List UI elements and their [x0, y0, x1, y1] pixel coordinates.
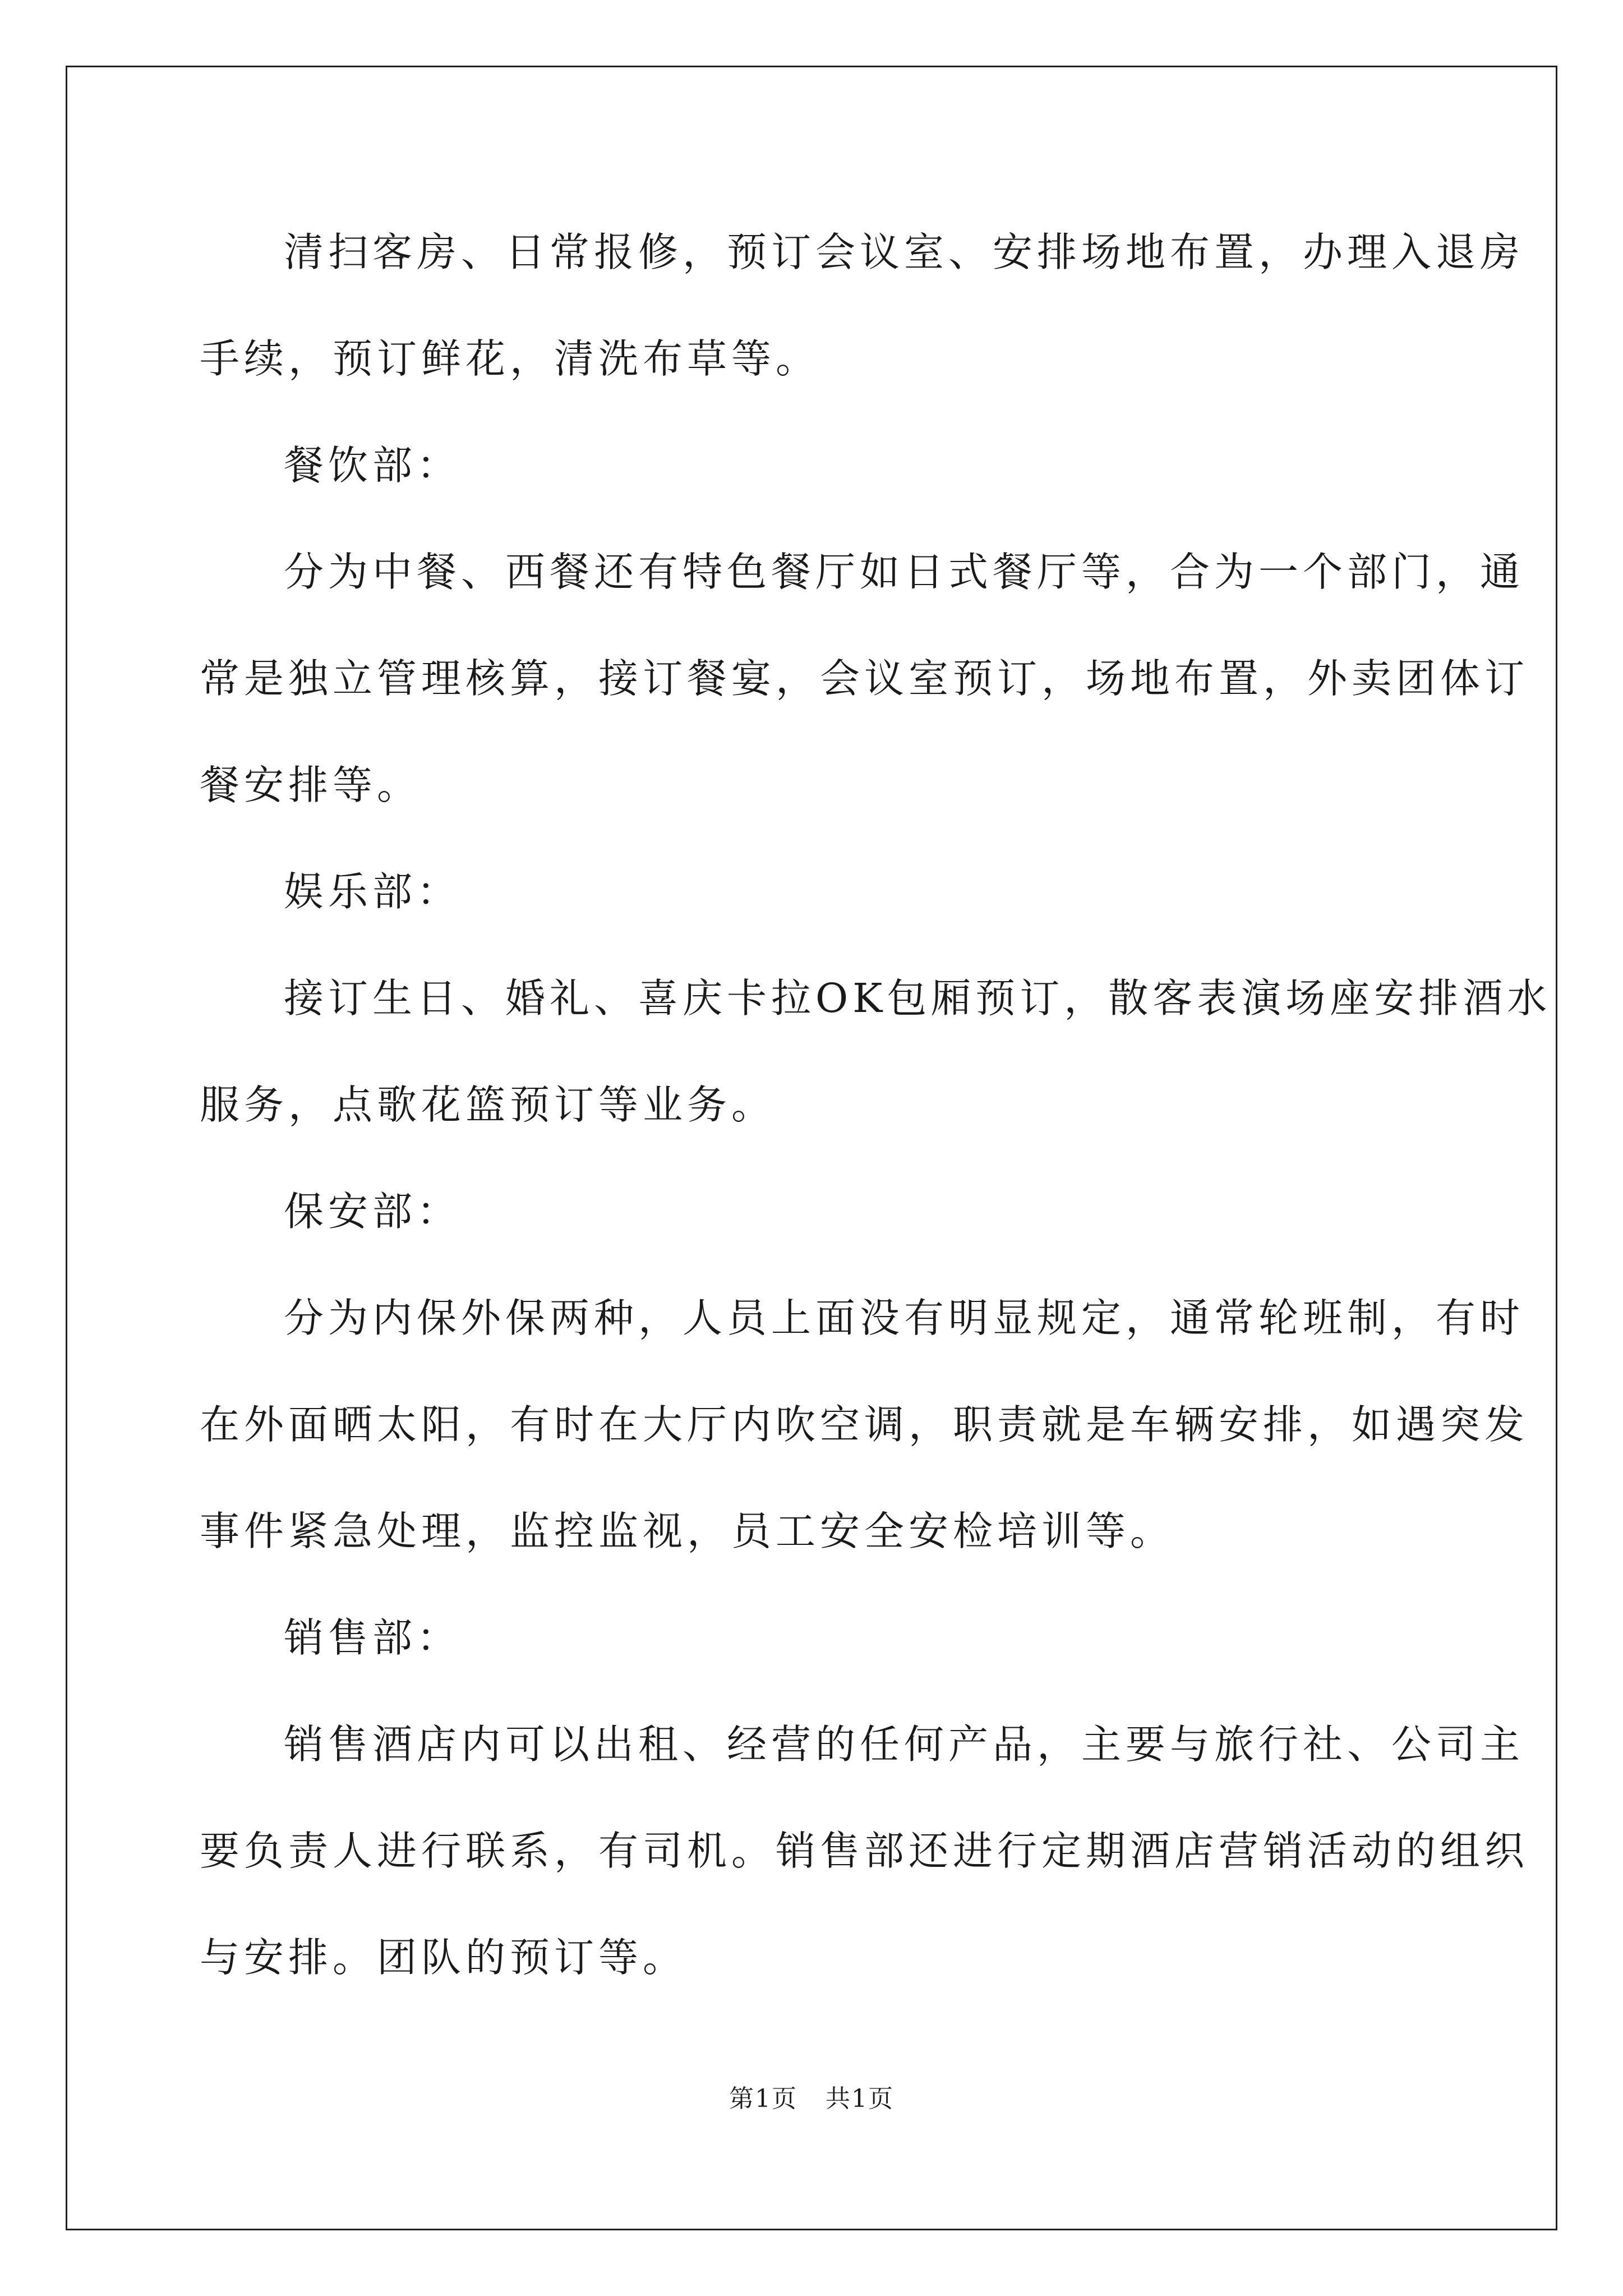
- paragraph-housekeeping-desc: [200, 199, 1525, 412]
- heading-security: [200, 1158, 1430, 1265]
- text-line: 与安排。团队的预订等。: [200, 1934, 688, 1981]
- text-line: 分为中餐、西餐还有特色餐厅如日式餐厅等，合为一个部门，通: [284, 549, 1525, 595]
- text-line: 娱乐部：: [284, 868, 462, 915]
- paragraph-sales-desc: [200, 1691, 1529, 2011]
- text-line: 清扫客房、日常报修，预订会议室、安排场地布置，办理入退房: [284, 229, 1525, 275]
- paragraph-security-desc: [200, 1265, 1529, 1585]
- text-line: 常是独立管理核算，接订餐宴，会议室预订，场地布置，外卖团体订: [200, 655, 1529, 702]
- total-page-count: 共1页: [826, 2085, 894, 2113]
- paragraph-entertainment-desc: [200, 945, 1552, 1158]
- page-footer: [0, 2082, 1623, 2116]
- text-line: 分为内保外保两种，人员上面没有明显规定，通常轮班制，有时: [284, 1295, 1525, 1341]
- text-line: 餐安排等。: [200, 762, 422, 808]
- text-line: 保安部：: [284, 1188, 462, 1235]
- text-line: 服务，点歌花篮预订等业务。: [200, 1082, 776, 1128]
- current-page-number: 第1页: [729, 2085, 797, 2113]
- text-line: 销售酒店内可以出租、经营的任何产品，主要与旅行社、公司主: [284, 1721, 1525, 1768]
- text-line: 接订生日、婚礼、喜庆卡拉OK包厢预订，散客表演场座安排酒水: [284, 975, 1552, 1022]
- heading-entertainment: [200, 839, 1430, 945]
- text-line: 在外面晒太阳，有时在大厅内吹空调，职责就是车辆安排，如遇突发: [200, 1401, 1529, 1448]
- text-line: 要负责人进行联系，有司机。销售部还进行定期酒店营销活动的组织: [200, 1828, 1529, 1874]
- text-line: 餐饮部：: [284, 442, 462, 489]
- text-line: 事件紧急处理，监控监视，员工安全安检培训等。: [200, 1508, 1175, 1554]
- text-line: 手续，预订鲜花，清洗布草等。: [200, 335, 820, 382]
- paragraph-catering-desc: [200, 519, 1529, 839]
- text-line: 销售部：: [284, 1614, 462, 1661]
- heading-catering: [200, 412, 1430, 519]
- heading-sales: [200, 1585, 1430, 1691]
